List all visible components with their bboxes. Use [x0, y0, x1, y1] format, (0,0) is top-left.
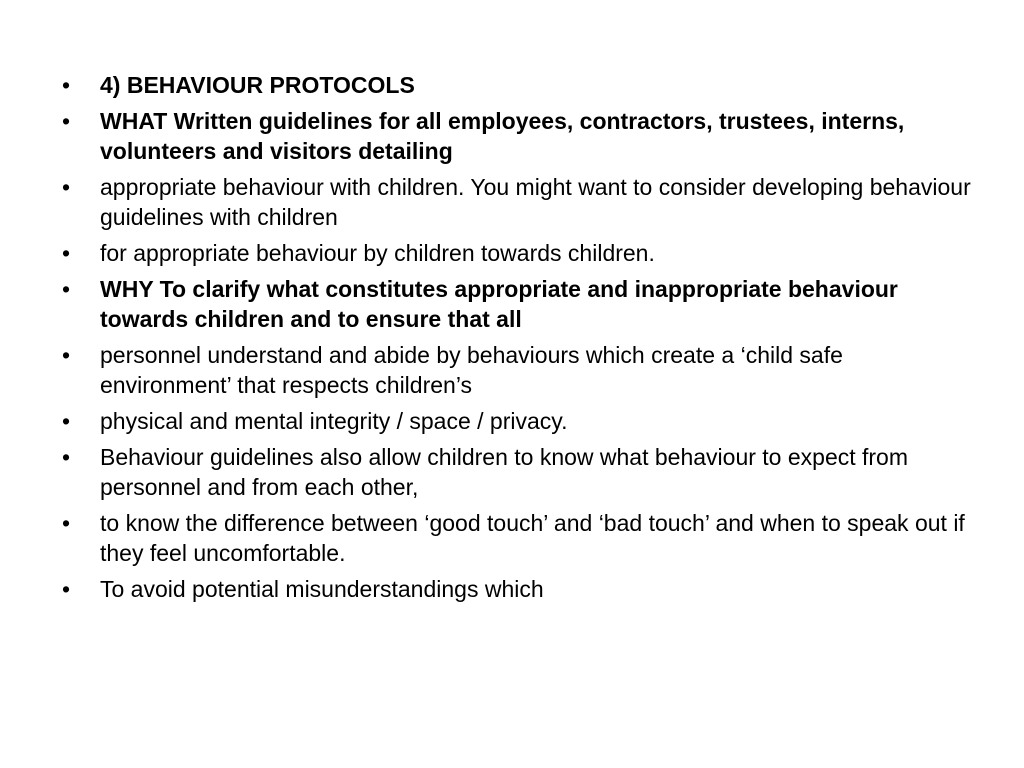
bullet-text: Behaviour guidelines also allow children to know what behaviour to expect from personnel and from each other,: [100, 444, 909, 500]
bullet-icon: •: [62, 342, 71, 368]
bullet-item: [62, 442, 972, 502]
bullet-text: physical and mental integrity / space / privacy.: [100, 408, 568, 434]
bullet-icon: •: [62, 510, 71, 536]
bullet-list: [62, 70, 972, 610]
bullet-icon: •: [62, 276, 71, 302]
bullet-text: To avoid potential misunderstandings which: [100, 576, 544, 602]
bullet-text: for appropriate behaviour by children towards children.: [100, 240, 655, 266]
bullet-icon: •: [62, 408, 71, 434]
bullet-item: [62, 172, 972, 232]
bullet-item: [62, 70, 972, 100]
bullet-text: 4) BEHAVIOUR PROTOCOLS: [100, 72, 415, 98]
bullet-text: appropriate behaviour with children. You might want to consider developing behaviour guidelines with children: [100, 174, 971, 230]
bullet-icon: •: [62, 174, 71, 200]
bullet-icon: •: [62, 72, 71, 98]
bullet-item: [62, 274, 972, 334]
bullet-text: personnel understand and abide by behaviours which create a ‘child safe environment’ that respects children’s: [100, 342, 843, 398]
bullet-item: [62, 406, 972, 436]
bullet-item: [62, 574, 972, 604]
bullet-icon: •: [62, 240, 71, 266]
bullet-text: to know the difference between ‘good touch’ and ‘bad touch’ and when to speak out if they feel uncomfortable.: [100, 510, 965, 566]
bullet-icon: •: [62, 108, 71, 134]
bullet-item: [62, 340, 972, 400]
bullet-item: [62, 238, 972, 268]
bullet-icon: •: [62, 444, 71, 470]
bullet-item: [62, 106, 972, 166]
bullet-text: WHAT Written guidelines for all employees, contractors, trustees, interns, volunteers and visitors detailing: [100, 108, 905, 164]
bullet-text: WHY To clarify what constitutes appropriate and inappropriate behaviour towards children and to ensure that all: [100, 276, 898, 332]
bullet-icon: •: [62, 576, 71, 602]
bullet-item: [62, 508, 972, 568]
